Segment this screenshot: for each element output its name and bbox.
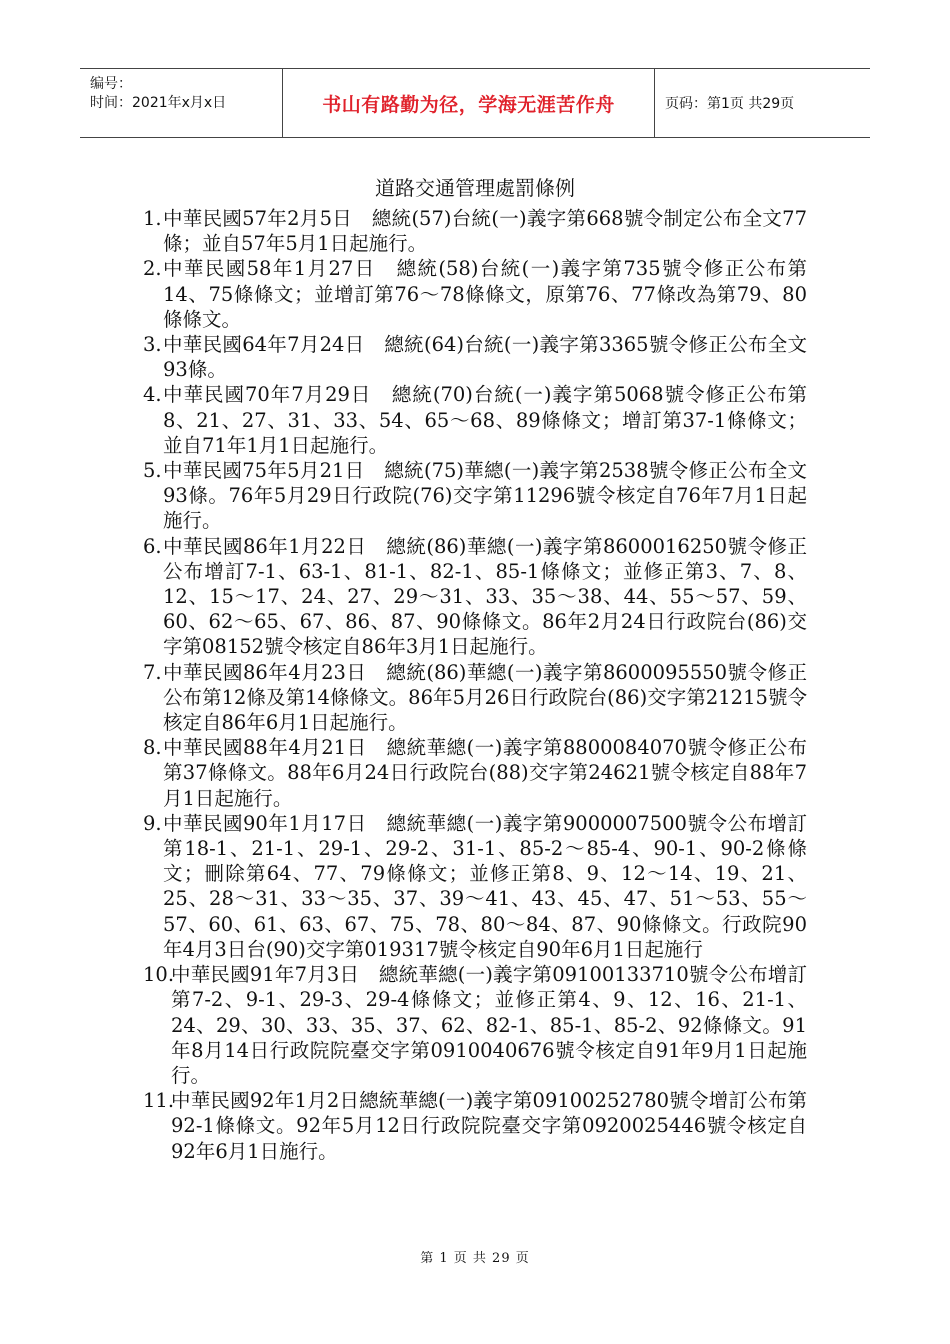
clause-text: 中華民國88年4月21日 總統華總(一)義字第8800084070號令修正公布第37條條文。88年6月24日行政院台(88)交字第24621號令核定自88年7月1日起施行。: [163, 736, 807, 810]
clause-number: 10.: [143, 963, 175, 987]
motto-text: 书山有路勤为径，学海无涯苦作舟: [322, 93, 615, 116]
page-header: [80, 68, 870, 138]
clause-text: 中華民國57年2月5日 總統(57)台統(一)義字第668號令制定公布全文77條；並自57年5月1日起施行。: [163, 207, 807, 256]
number-label: 编号：: [90, 76, 132, 92]
clause-item: [143, 1088, 807, 1164]
clause-number: 7.: [143, 660, 162, 684]
clause-text: 中華民國92年1月2日總統華總(一)義字第09100252780號令增訂公布第92-1條條文。92年5月12日行政院院臺交字第0920025446號令核定自92年6月1日施行。: [171, 1089, 807, 1163]
clause-item: [143, 811, 807, 962]
clause-text: 中華民國64年7月24日 總統(64)台統(一)義字第3365號令修正公布全文93條。: [163, 333, 807, 382]
clause-text: 中華民國90年1月17日 總統華總(一)義字第9000007500號令公布增訂第18-1、21-1、29-1、29-2、31-1、85-2～85-4、90-1、90-2條條文；刪除第64、77、79條條文；並修正第8、9、12～14、19、21、25、28～31、33～35、37、39～41、43、45、47、51～53、55～57、60、61、63、67、75、78、80～84、87、90條條文。行政院90年4月3日台(90)交字第019317號令核定自90年6月1日起施行: [163, 811, 807, 961]
clause-number: 8.: [143, 736, 162, 760]
clause-text: 中華民國70年7月29日 總統(70)台統(一)義字第5068號令修正公布第8、21、27、31、33、54、65～68、89條條文；增訂第37-1條條文；並自71年1月1日起施行。: [163, 383, 807, 457]
clause-item: [143, 256, 807, 332]
clause-item: [143, 458, 807, 534]
header-motto-cell: [283, 69, 655, 137]
clause-item: [143, 534, 807, 660]
clause-number: 5.: [143, 459, 162, 483]
clause-text: 中華民國86年1月22日 總統(86)華總(一)義字第8600016250號令修正公布增訂7-1、63-1、81-1、82-1、85-1條條文；並修正第3、7、8、12、15～17、24、27、29～31、33、35～38、44、55～57、59、60、62～65、67、86、87、90條條文。86年2月24日行政院台(86)交字第08152號令核定自86年3月1日起施行。: [163, 534, 807, 659]
clause-number: 1.: [143, 207, 162, 230]
clause-item: [143, 206, 807, 256]
clause-item: [143, 660, 807, 736]
clause-text: 中華民國75年5月21日 總統(75)華總(一)義字第2538號令修正公布全文93條。76年5月29日行政院(76)交字第11296號令核定自76年7月1日起施行。: [163, 459, 807, 533]
clause-list: [143, 206, 807, 1164]
header-page-cell: [655, 69, 870, 137]
clause-item: [143, 332, 807, 382]
clause-number: 6.: [143, 534, 162, 558]
clause-text: 中華民國91年7月3日 總統華總(一)義字第09100133710號令公布增訂第7-2、9-1、29-3、29-4條條文；並修正第4、9、12、16、21-1、24、29、30、33、35、37、62、82-1、85-1、85-2、92條條文。91年8月14日行政院院臺交字第0910040676號令核定自91年9月1日起施行。: [171, 963, 807, 1087]
page-footer: 第 1 页 共 29 页: [420, 1251, 530, 1266]
clause-item: [143, 382, 807, 458]
clause-item: [143, 962, 807, 1088]
page-info: 页码：第1页 共29页: [665, 96, 795, 112]
document-title: 道路交通管理處罰條例: [375, 176, 575, 200]
clause-item: [143, 735, 807, 811]
clause-text: 中華民國86年4月23日 總統(86)華總(一)義字第8600095550號令修正公布第12條及第14條條文。86年5月26日行政院台(86)交字第21215號令核定自86年6月1日起施行。: [163, 660, 807, 735]
clause-number: 2.: [143, 257, 162, 281]
clause-number: 3.: [143, 333, 162, 357]
clause-text: 中華民國58年1月27日 總統(58)台統(一)義字第735號令修正公布第14、75條條文；並增訂第76～78條條文，原第76、77條改為第79、80條條文。: [163, 257, 807, 331]
clause-number: 4.: [143, 383, 162, 407]
header-meta-cell: [80, 69, 283, 137]
clause-number: 9.: [143, 811, 162, 835]
time-label: 时间：2021年x月x日: [90, 95, 227, 111]
clause-number: 11.: [143, 1089, 175, 1113]
